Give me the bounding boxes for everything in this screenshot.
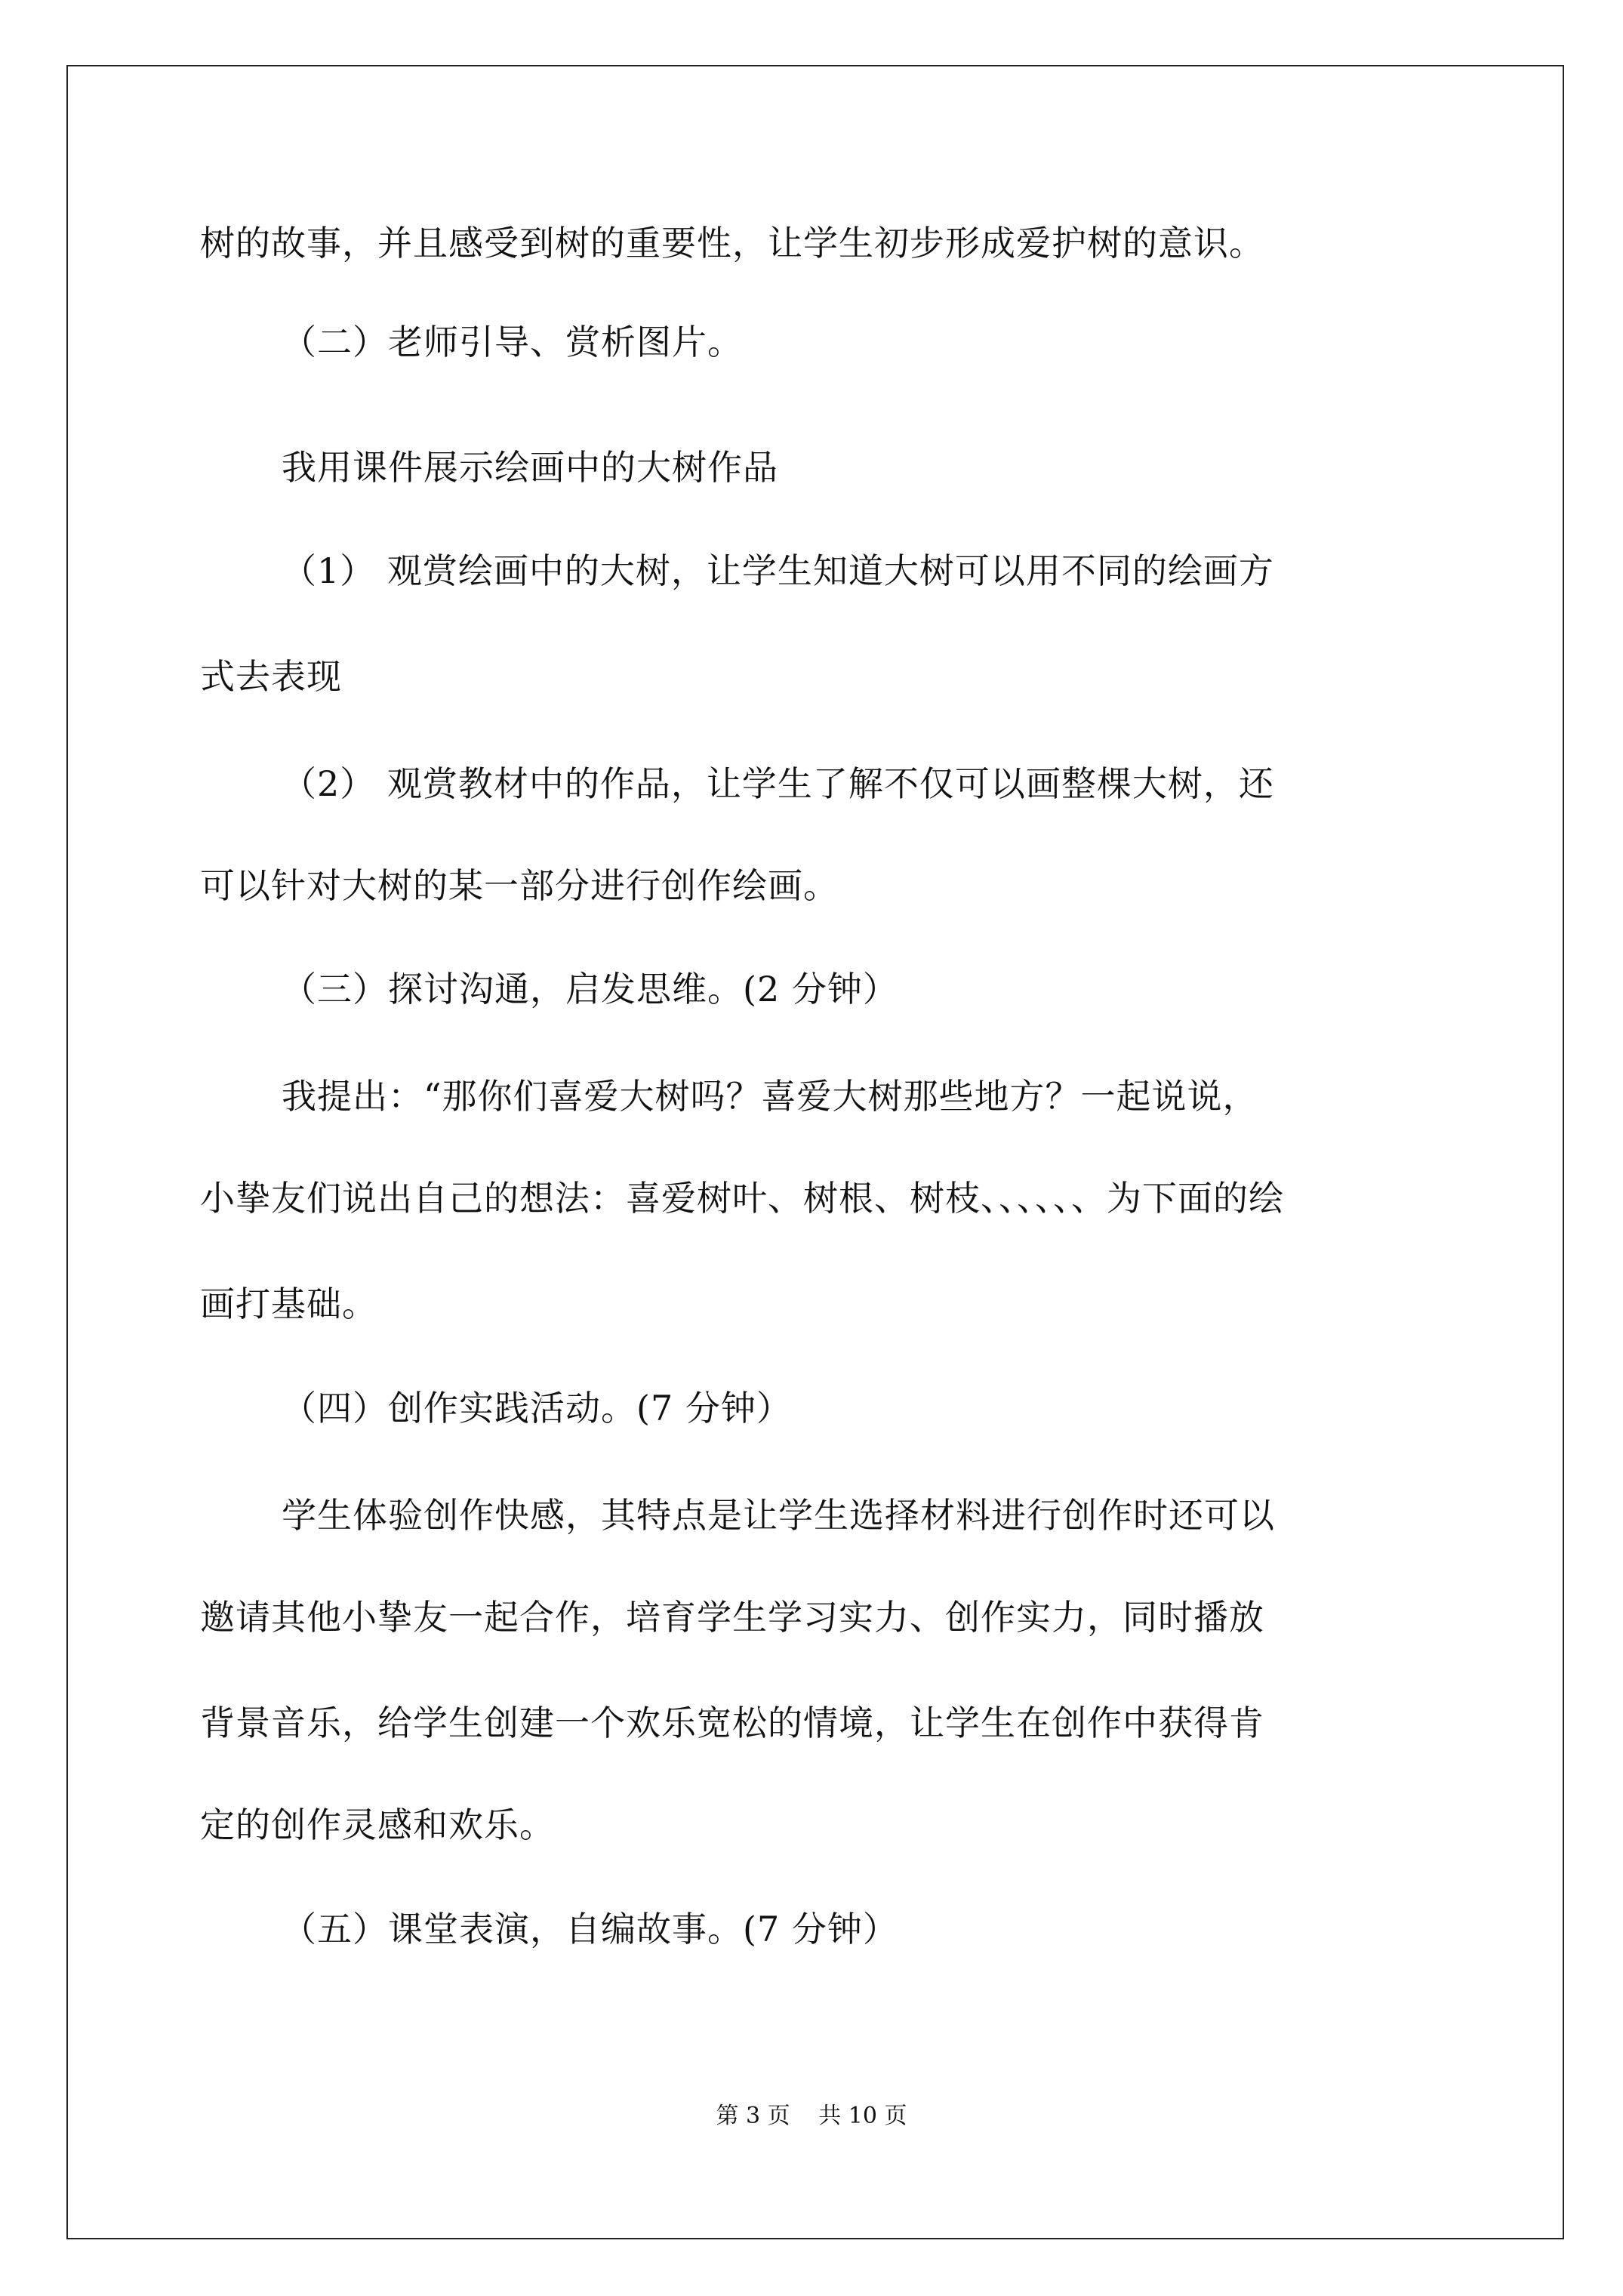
list-item: （2） 观赏教材中的作品，让学生了解不仅可以画整棵大树，还 [282,763,1274,804]
section-heading: （三）探讨沟通，启发思维。(2 分钟） [282,969,898,1009]
paragraph-line: 背景音乐，给学生创建一个欢乐宽松的情境，让学生在创作中获得肯 [200,1703,1264,1743]
paragraph-line: 我提出：“那你们喜爱大树吗？喜爱大树那些地方？一起说说， [282,1076,1258,1117]
section-heading: （五）课堂表演，自编故事。(7 分钟） [282,1909,898,1949]
section-heading: （四）创作实践活动。(7 分钟） [282,1388,792,1428]
paragraph-line: 学生体验创作快感，其特点是让学生选择材料进行创作时还可以 [282,1495,1275,1536]
paragraph-line: 画打基础。 [200,1284,377,1324]
list-item: （1） 观赏绘画中的大树，让学生知道大树可以用不同的绘画方 [282,550,1274,591]
page-footer [0,2101,1623,2131]
paragraph-line: 我用课件展示绘画中的大树作品 [282,447,778,488]
paragraph-line: 可以针对大树的某一部分进行创作绘画。 [200,865,839,906]
paragraph-line: 小挚友们说出自己的想法：喜爱树叶、树根、树枝、、、、、、为下面的绘 [200,1178,1284,1219]
section-heading: （二）老师引导、赏析图片。 [282,322,743,362]
paragraph-line: 树的故事，并且感受到树的重要性，让学生初步形成爱护树的意识。 [200,223,1264,264]
paragraph-line: 式去表现 [200,656,342,697]
page-number: 第 3 页 [716,2103,790,2129]
paragraph-line: 邀请其他小挚友一起合作，培育学生学习实力、创作实力，同时播放 [200,1597,1264,1638]
paragraph-line: 定的创作灵感和欢乐。 [200,1804,555,1845]
page-total: 共 10 页 [818,2103,907,2129]
